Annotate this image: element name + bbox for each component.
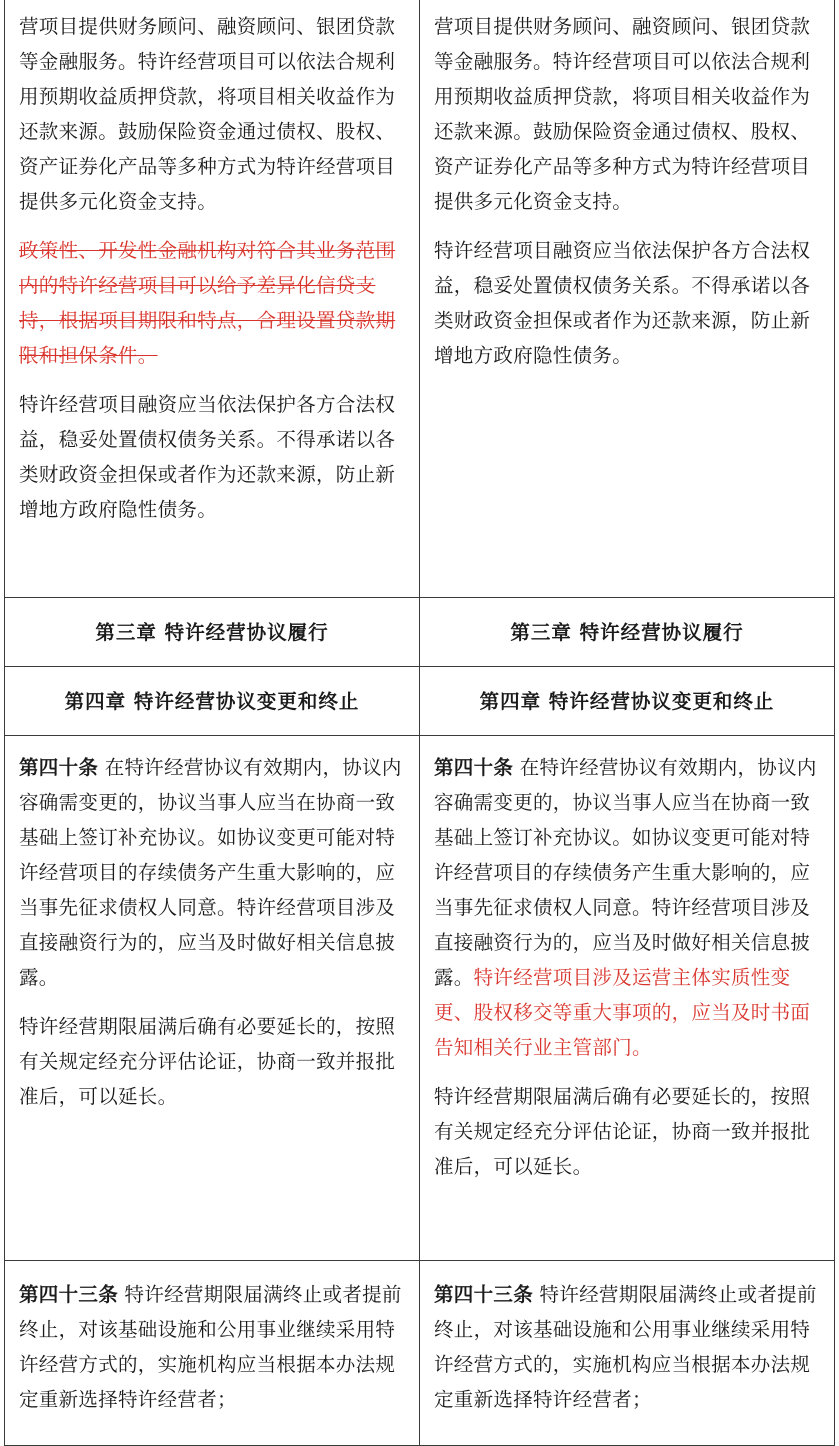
chapter-heading: 第四章 特许经营协议变更和终止	[420, 667, 835, 736]
paragraph: 营项目提供财务顾问、融资顾问、银团贷款等金融服务。特许经营项目可以依法合规利用预期收益质押贷款，将项目相关收益作为还款来源。鼓励保险资金通过债权、股权、资产证券化产品等多种方式为特许经营项目提供多元化资金支持。	[434, 15, 811, 213]
revised-cell	[420, 736, 835, 1261]
original-cell	[5, 0, 420, 598]
original-cell	[5, 1261, 420, 1446]
paragraph: 特许经营期限届满后确有必要延长的，按照有关规定经充分评估论证，协商一致并报批准后，可以延长。	[19, 1015, 396, 1108]
table-row	[5, 598, 835, 667]
paragraph: 特许经营项目融资应当依法保护各方合法权益，稳妥处置债权债务关系。不得承诺以各类财政资金担保或者作为还款来源，防止新增地方政府隐性债务。	[434, 239, 811, 367]
article-text: 在特许经营协议有效期内，协议内容确需变更的，协议当事人应当在协商一致基础上签订补充协议。如协议变更可能对特许经营项目的存续债务产生重大影响的，应当事先征求债权人同意。特许经营项目涉及直接融资行为的，应当及时做好相关信息披露。	[19, 756, 402, 989]
article-text: 特许经营期限届满终止或者提前终止，对该基础设施和公用事业继续采用特许经营方式的，实施机构应当根据本办法规定重新选择特许经营者；	[434, 1283, 817, 1411]
paragraph	[19, 750, 405, 995]
paragraph	[434, 1277, 820, 1417]
chapter-heading: 第三章 特许经营协议履行	[5, 598, 420, 667]
paragraph: 特许经营期限届满后确有必要延长的，按照有关规定经充分评估论证，协商一致并报批准后，可以延长。	[434, 1085, 811, 1178]
paragraph	[434, 750, 820, 1065]
article-number: 第四十三条	[19, 1283, 119, 1306]
paragraph	[19, 1277, 405, 1417]
revised-cell	[420, 0, 835, 598]
deleted-paragraph: 政策性、开发性金融机构对符合其业务范围内的特许经营项目可以给予差异化信贷支持，根据项目期限和特点，合理设置贷款期限和担保条件。	[19, 239, 396, 367]
comparison-table	[4, 0, 835, 1446]
original-cell	[5, 736, 420, 1261]
chapter-heading: 第三章 特许经营协议履行	[420, 598, 835, 667]
revised-cell	[420, 1261, 835, 1446]
article-number: 第四十条	[19, 756, 99, 779]
article-number: 第四十条	[434, 756, 514, 779]
article-text: 在特许经营协议有效期内，协议内容确需变更的，协议当事人应当在协商一致基础上签订补充协议。如协议变更可能对特许经营项目的存续债务产生重大影响的，应当事先征求债权人同意。特许经营项目涉及直接融资行为的，应当及时做好相关信息披露。	[434, 756, 817, 989]
article-number: 第四十三条	[434, 1283, 534, 1306]
table-row	[5, 0, 835, 598]
table-row	[5, 736, 835, 1261]
chapter-heading: 第四章 特许经营协议变更和终止	[5, 667, 420, 736]
paragraph: 营项目提供财务顾问、融资顾问、银团贷款等金融服务。特许经营项目可以依法合规利用预期收益质押贷款，将项目相关收益作为还款来源。鼓励保险资金通过债权、股权、资产证券化产品等多种方式为特许经营项目提供多元化资金支持。	[19, 15, 396, 213]
added-text: 特许经营项目涉及运营主体实质性变更、股权移交等重大事项的，应当及时书面告知相关行业主管部门。	[434, 966, 811, 1059]
table-row	[5, 1261, 835, 1446]
paragraph: 特许经营项目融资应当依法保护各方合法权益，稳妥处置债权债务关系。不得承诺以各类财政资金担保或者作为还款来源，防止新增地方政府隐性债务。	[19, 393, 396, 521]
article-text: 特许经营期限届满终止或者提前终止，对该基础设施和公用事业继续采用特许经营方式的，实施机构应当根据本办法规定重新选择特许经营者；	[19, 1283, 402, 1411]
table-row	[5, 667, 835, 736]
